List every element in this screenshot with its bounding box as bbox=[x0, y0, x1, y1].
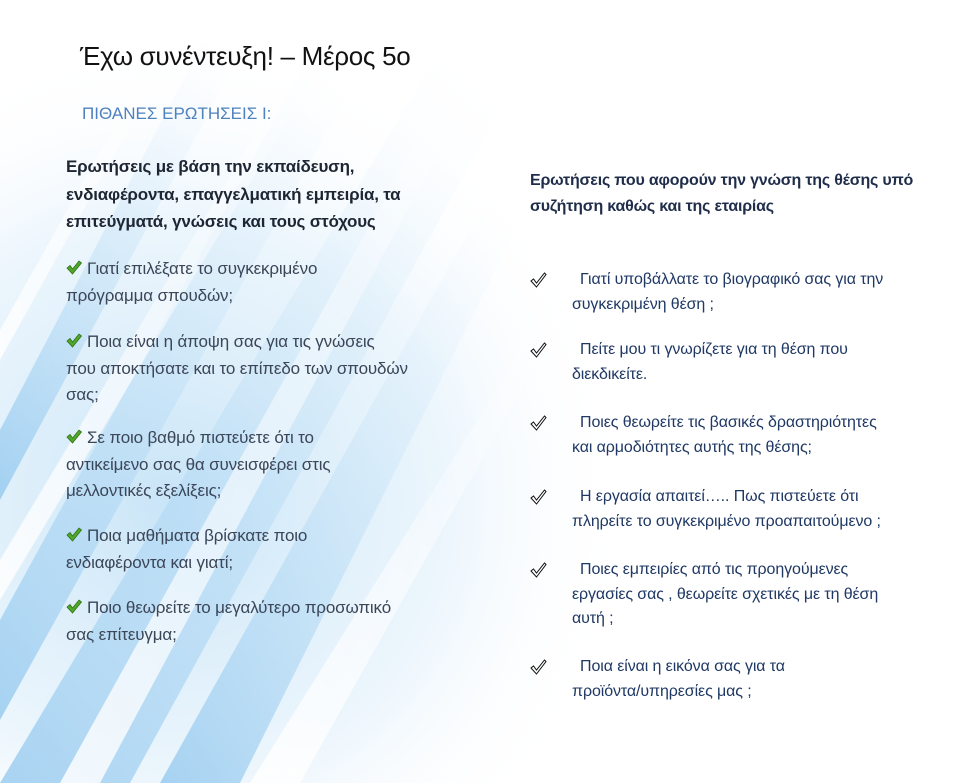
list-item-text: Ποια μαθήματα βρίσκατε ποιο bbox=[87, 526, 308, 545]
check-outline-icon bbox=[530, 562, 547, 578]
check-green-icon bbox=[66, 260, 82, 275]
list-item-text: πληρείτε το συγκεκριμένο προαπαιτούμενο ; bbox=[572, 512, 881, 530]
check-green-icon bbox=[66, 599, 82, 614]
list-item bbox=[66, 329, 408, 409]
list-item bbox=[66, 425, 330, 505]
list-item-text: Σε ποιο βαθμό πιστεύετε ότι το bbox=[87, 428, 314, 447]
list-item bbox=[530, 338, 848, 387]
list-item-text: Ποια είναι η άποψη σας για τις γνώσεις bbox=[87, 332, 375, 351]
list-item-text: Η εργασία απαιτεί….. Πως πιστεύετε ότι bbox=[580, 488, 859, 505]
list-item bbox=[530, 558, 878, 632]
list-item-text: Γιατί υποβάλλατε το βιογραφικό σας για την bbox=[580, 271, 884, 288]
list-item bbox=[530, 485, 881, 534]
left-column-heading bbox=[66, 153, 400, 236]
list-item bbox=[66, 523, 307, 576]
list-item bbox=[530, 411, 877, 460]
list-item bbox=[66, 256, 317, 309]
list-item-text: σας; bbox=[66, 385, 99, 404]
list-item bbox=[530, 655, 785, 704]
list-item-text: εργασίες σας , θεωρείτε σχετικές με τη θέση bbox=[572, 585, 879, 603]
list-item-text: μελλοντικές εξελίξεις; bbox=[66, 481, 222, 500]
list-item-text: σας επίτευγμα; bbox=[66, 624, 177, 644]
check-outline-icon bbox=[530, 272, 547, 288]
list-item-text: Ποιες θεωρείτε τις βασικές δραστηριότητες bbox=[580, 414, 877, 431]
list-item-text: Πείτε μου τι γνωρίζετε για τη θέση που bbox=[580, 341, 848, 358]
check-green-icon bbox=[66, 527, 82, 542]
list-item-text: προϊόντα/υπηρεσίες μας ; bbox=[572, 682, 752, 700]
list-item-text: συγκεκριμένη θέση ; bbox=[572, 295, 714, 313]
heading-line: συζήτηση καθώς και της εταιρίας bbox=[530, 198, 774, 215]
heading-line: επιτεύγματά, γνώσεις και τους στόχους bbox=[66, 212, 376, 231]
page-title: Έχω συνέντευξη! – Μέρος 5ο bbox=[80, 41, 411, 71]
check-outline-icon bbox=[530, 659, 547, 675]
list-item-text: Γιατί επιλέξατε το συγκεκριμένο bbox=[87, 259, 318, 278]
list-item bbox=[530, 268, 883, 317]
list-item-text: Ποιο θεωρείτε το μεγαλύτερο προσωπικό bbox=[87, 598, 392, 617]
check-outline-icon bbox=[530, 415, 547, 431]
list-item-text: διεκδικείτε. bbox=[572, 365, 648, 383]
check-green-icon bbox=[66, 429, 82, 444]
page-subtitle: ΠΙΘΑΝΕΣ ΕΡΩΤΗΣΕΙΣ Ι: bbox=[82, 104, 272, 123]
check-green-icon bbox=[66, 333, 82, 348]
list-item-text: που αποκτήσατε και το επίπεδο των σπουδών bbox=[66, 358, 408, 378]
list-item-text: πρόγραμμα σπουδών; bbox=[66, 285, 233, 305]
heading-line: Ερωτήσεις με βάση την εκπαίδευση, bbox=[66, 157, 355, 176]
heading-line: ενδιαφέροντα, επαγγελματική εμπειρία, τα bbox=[66, 184, 401, 204]
list-item-text: Ποια είναι η εικόνα σας για τα bbox=[580, 658, 785, 675]
list-item-text: αντικείμενο σας θα συνεισφέρει στις bbox=[66, 454, 331, 474]
list-item-text: αυτή ; bbox=[572, 610, 614, 627]
heading-line: Ερωτήσεις που αφορούν την γνώση της θέσης υπό bbox=[530, 172, 914, 189]
check-outline-icon bbox=[530, 342, 547, 358]
list-item-text: και αρμοδιότητες αυτής της θέσης; bbox=[572, 438, 812, 456]
list-item bbox=[66, 595, 391, 648]
list-item-text: Ποιες εμπειρίες από τις προηγούμενες bbox=[580, 561, 849, 578]
right-column-heading bbox=[530, 168, 913, 220]
list-item-text: ενδιαφέροντα και γιατί; bbox=[66, 552, 233, 572]
check-outline-icon bbox=[530, 489, 547, 505]
